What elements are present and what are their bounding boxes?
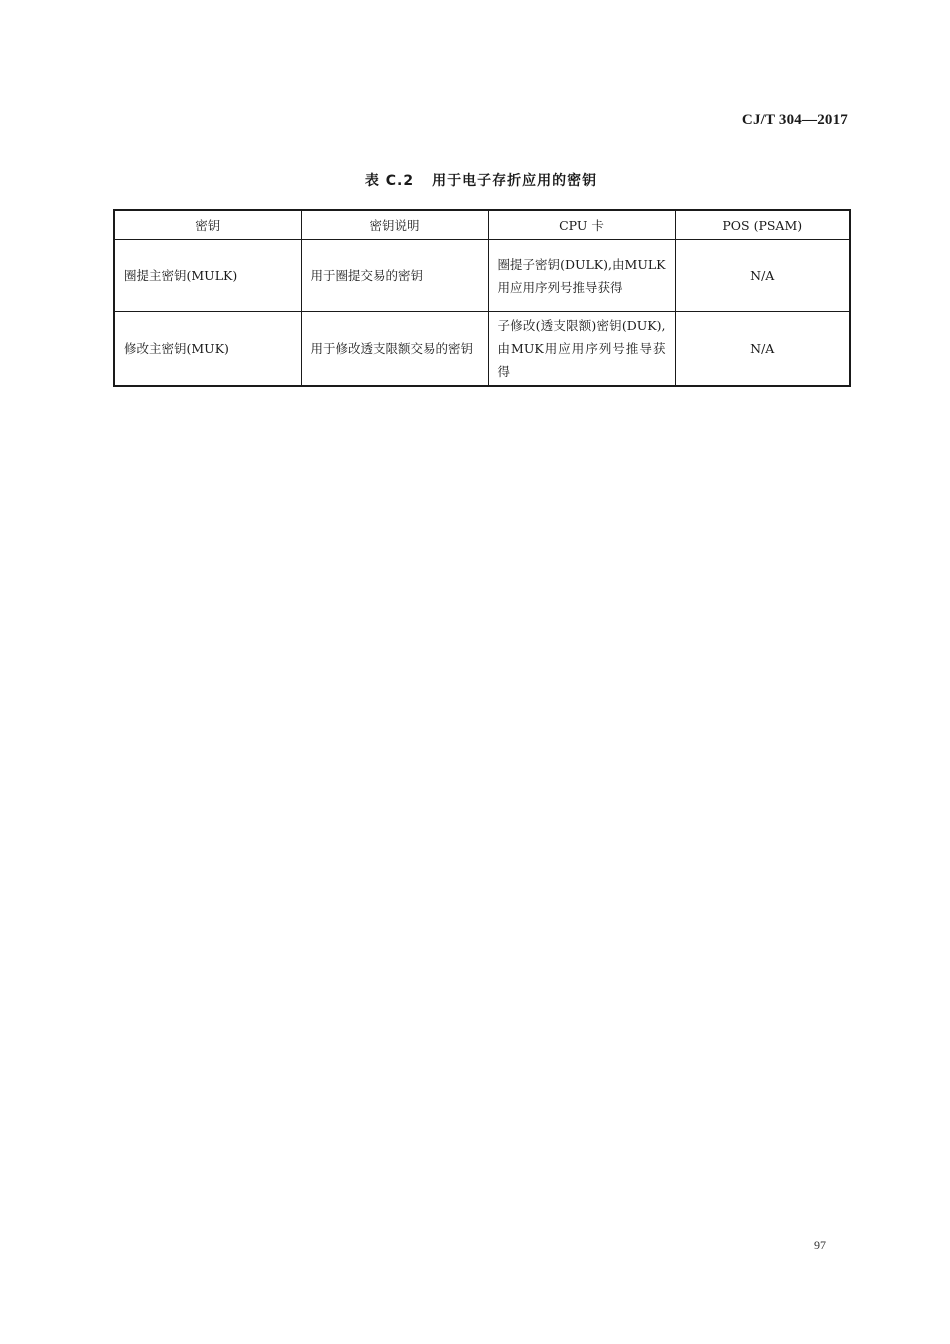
- column-header-description: 密钥说明: [301, 210, 488, 240]
- column-header-key: 密钥: [114, 210, 301, 240]
- page-number: 97: [814, 1238, 826, 1252]
- cell-description: 用于修改透支限额交易的密钥: [301, 312, 488, 387]
- cell-key: 修改主密钥(MUK): [114, 312, 301, 387]
- table-title: [0, 170, 950, 190]
- cell-pos-psam: N/A: [675, 312, 850, 387]
- column-header-cpu-card: CPU 卡: [488, 210, 675, 240]
- column-header-pos-psam: POS (PSAM): [675, 210, 850, 240]
- table-row: [114, 312, 850, 387]
- cell-pos-psam: N/A: [675, 240, 850, 312]
- cell-cpu-card: 圈提子密钥(DULK),由MULK用应用序列号推导获得: [488, 240, 675, 312]
- keys-table: [113, 209, 851, 387]
- table-number: 表 C.2: [364, 173, 415, 189]
- standard-code: CJ/T 304—2017: [741, 112, 848, 128]
- cell-description: 用于圈提交易的密钥: [301, 240, 488, 312]
- table-row: [114, 240, 850, 312]
- cell-key: 圈提主密钥(MULK): [114, 240, 301, 312]
- table-caption: 用于电子存折应用的密钥: [432, 173, 598, 189]
- cell-cpu-card: 子修改(透支限额)密钥(DUK),由MUK用应用序列号推导获得: [488, 312, 675, 387]
- table-header-row: [114, 210, 850, 240]
